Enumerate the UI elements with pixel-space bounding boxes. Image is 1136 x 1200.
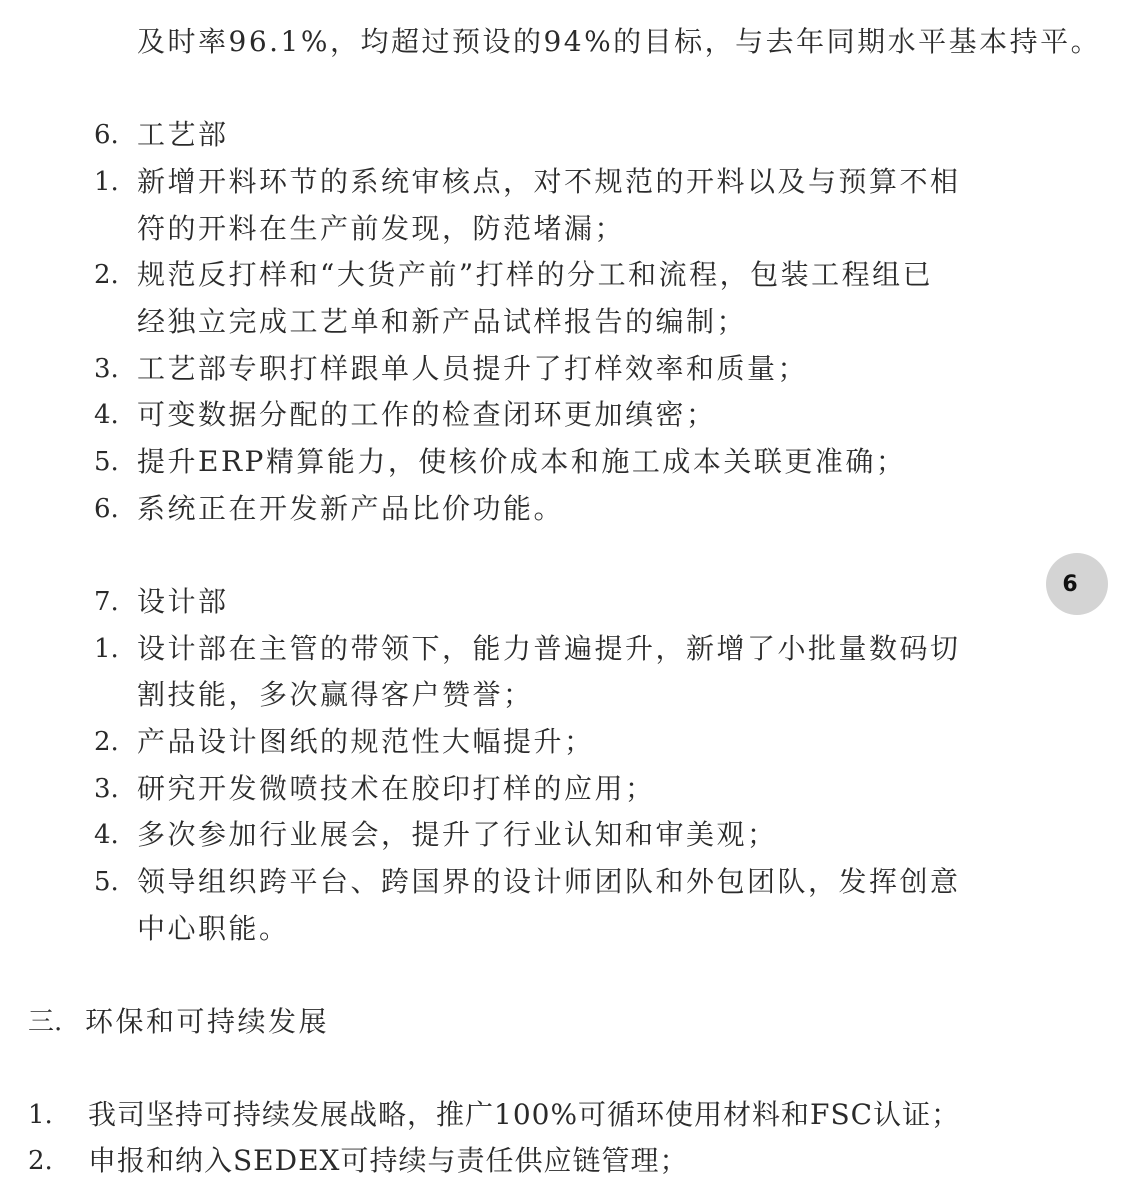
list-item-text: 我司坚持可持续发展战略，推广100%可循环使用材料和FSC认证； [88,1098,961,1131]
list-item-text: 中心职能。 [137,912,290,945]
list-item-number: 5. [94,447,119,477]
list-item-text: 新增开料环节的系统审核点，对不规范的开料以及与预算不相 [137,165,961,198]
section-number: 7. [94,587,119,617]
list-item-number: 1. [94,167,119,197]
list-item-text: 可变数据分配的工作的检查闭环更加缜密； [137,398,717,431]
list-item-text: 提升ERP精算能力，使核价成本和施工成本关联更准确； [137,445,907,478]
section-heading: 设计部 [137,585,229,618]
intro-line: 及时率96.1%，均超过预设的94%的目标，与去年同期水平基本持平。 [137,25,1102,58]
list-item-text: 申报和纳入SEDEX可持续与责任供应链管理； [88,1144,689,1177]
list-item-text: 割技能，多次赢得客户赞誉； [137,678,534,711]
list-item-text: 设计部在主管的带领下，能力普遍提升，新增了小批量数码切 [137,632,961,665]
list-item-text: 产品设计图纸的规范性大幅提升； [137,725,595,758]
list-item-text: 工艺部专职打样跟单人员提升了打样效率和质量； [137,352,809,385]
list-item-number: 3. [94,774,119,804]
section-number: 6. [94,120,119,150]
list-item-text: 研究开发微喷技术在胶印打样的应用； [137,772,656,805]
list-item-number: 2. [94,727,119,757]
list-item-text: 经独立完成工艺单和新产品试样报告的编制； [137,305,748,338]
list-item-number: 1. [28,1100,53,1130]
list-item-text: 多次参加行业展会，提升了行业认知和审美观； [137,818,778,851]
list-item-number: 5. [94,867,119,897]
list-item-number: 4. [94,820,119,850]
list-item-number: 2. [28,1146,53,1176]
list-item-number: 2. [94,260,119,290]
list-item-text: 符的开料在生产前发现，防范堵漏； [137,212,626,245]
list-item-text: 系统正在开发新产品比价功能。 [137,492,565,525]
list-item-number: 6. [94,494,119,524]
section-heading: 工艺部 [137,118,229,151]
list-item-text: 领导组织跨平台、跨国界的设计师团队和外包团队，发挥创意 [137,865,961,898]
list-item-text: 规范反打样和“大货产前”打样的分工和流程，包装工程组已 [137,258,934,291]
list-item-number: 3. [94,354,119,384]
section-number: 三. [28,1007,63,1037]
list-item-number: 4. [94,400,119,430]
list-item-number: 1. [94,634,119,664]
section-heading: 环保和可持续发展 [85,1005,330,1038]
page-number-tab: 6 [1046,553,1108,615]
